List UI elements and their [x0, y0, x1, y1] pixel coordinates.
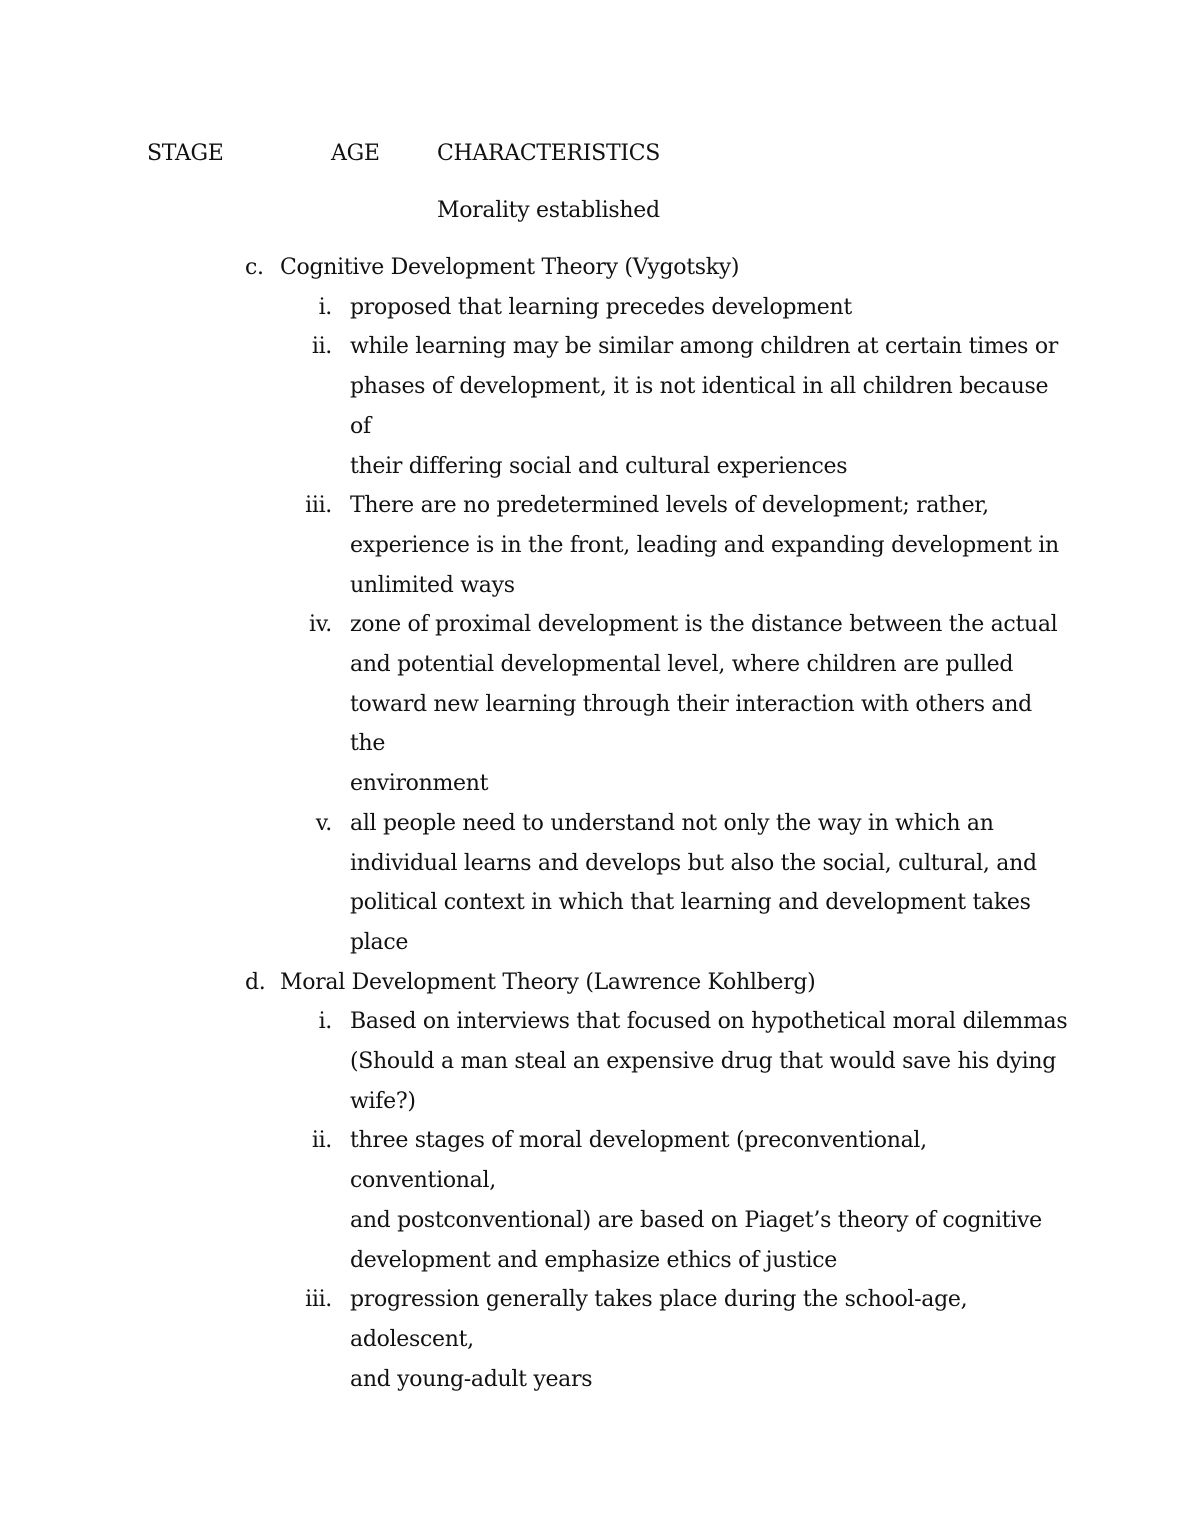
section-title: Moral Development Theory (Lawrence Kohlberg) — [280, 969, 816, 995]
item-marker: i. — [318, 294, 332, 320]
item-marker: ii. — [311, 1128, 332, 1154]
characteristics-cell: Morality established — [437, 198, 660, 223]
item-text: zone of proximal development is the distance between the actual and potential developmental level, where children are pulled toward new learning through their interaction with others and the environment — [350, 612, 1058, 797]
item-marker: iii. — [305, 1287, 332, 1313]
section-heading — [0, 963, 1190, 1003]
list-item — [0, 288, 1190, 328]
section-title: Cognitive Development Theory (Vygotsky) — [280, 255, 740, 280]
item-text: Based on interviews that focused on hypothetical moral dilemmas (Should a man steal an expensive drug that would save his dying wife?) — [350, 1009, 1068, 1114]
item-marker: v. — [315, 810, 332, 836]
section-marker: c. — [245, 255, 264, 280]
list-item — [0, 1121, 1190, 1280]
list-item — [0, 804, 1190, 963]
list-item — [0, 605, 1190, 804]
age-column-header: AGE — [331, 141, 380, 166]
section-heading — [0, 248, 1190, 288]
list-item — [0, 1280, 1190, 1399]
item-text: proposed that learning precedes development — [350, 294, 852, 320]
item-marker: iv. — [309, 612, 332, 638]
list-item — [0, 1002, 1190, 1121]
section-cognitive-development — [0, 248, 1190, 963]
item-marker: i. — [318, 1009, 332, 1035]
stage-column-header: STAGE — [147, 141, 224, 166]
item-marker: ii. — [311, 334, 332, 360]
outline-list — [0, 248, 1190, 1399]
item-text: three stages of moral development (preconventional, conventional, and postconventional) are based on Piaget’s theory of cognitive development and emphasize ethics of justice — [350, 1128, 1042, 1273]
section-moral-development — [0, 963, 1190, 1400]
item-marker: iii. — [305, 493, 332, 519]
item-text: all people need to understand not only the way in which an individual learns and develops but also the social, cultural, and political context in which that learning and development takes place — [350, 810, 1037, 955]
section-marker: d. — [245, 969, 266, 995]
list-item — [0, 327, 1190, 486]
characteristics-column-header: CHARACTERISTICS — [437, 141, 661, 166]
item-text: progression generally takes place during the school-age, adolescent, and young-adult years — [350, 1287, 968, 1392]
list-item — [0, 486, 1190, 605]
item-text: There are no predetermined levels of development; rather, experience is in the front, leading and expanding development in unlimited ways — [350, 493, 1059, 598]
item-text: while learning may be similar among children at certain times or phases of development, it is not identical in all children because of their differing social and cultural experiences — [350, 334, 1058, 479]
